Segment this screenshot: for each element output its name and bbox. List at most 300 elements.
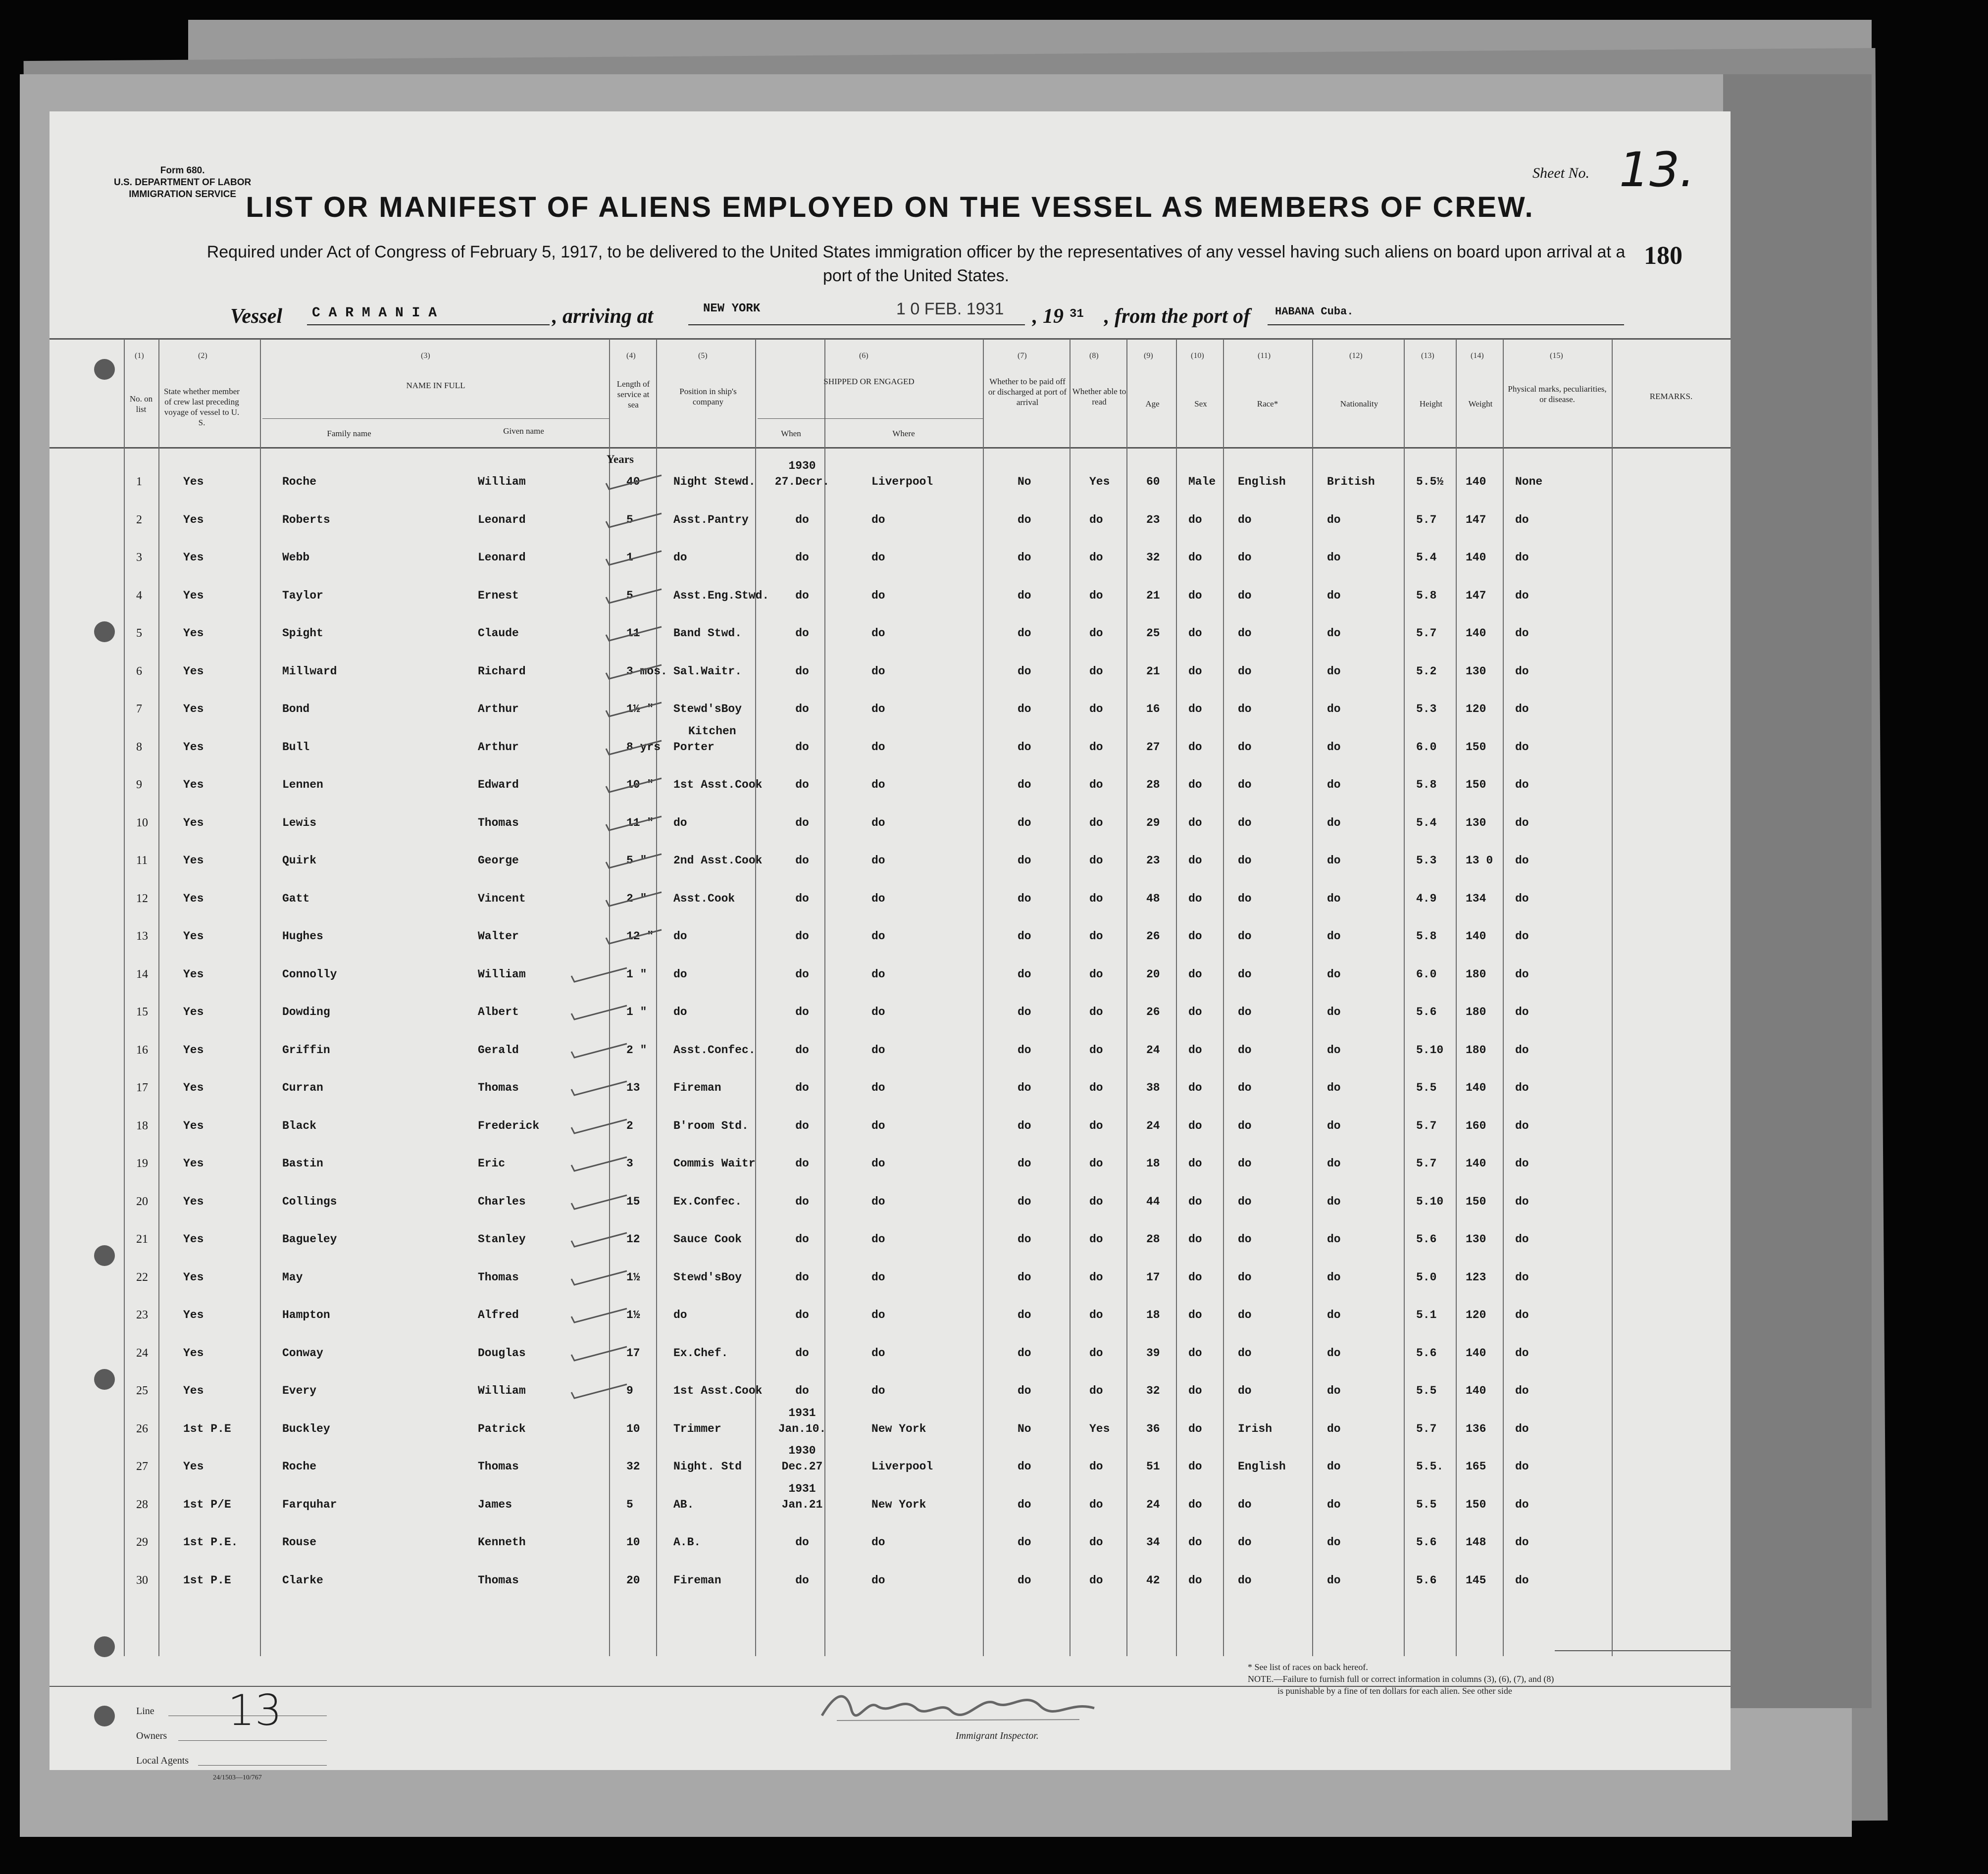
check-mark bbox=[569, 1004, 604, 1020]
given-name: George bbox=[478, 854, 519, 867]
able-to-read: do bbox=[1089, 1270, 1103, 1284]
row-number: 16 bbox=[136, 1043, 148, 1057]
physical-marks: do bbox=[1515, 703, 1529, 715]
header-weight: Weight bbox=[1468, 399, 1493, 408]
inspector-signature bbox=[817, 1681, 1104, 1735]
length-of-service: 2 " bbox=[626, 892, 647, 905]
able-to-read: do bbox=[1089, 551, 1103, 564]
shipped-when: do bbox=[795, 703, 809, 715]
nationality: do bbox=[1327, 930, 1341, 943]
given-name: Frederick bbox=[478, 1119, 540, 1132]
family-name: Hughes bbox=[282, 930, 323, 943]
row-number: 30 bbox=[136, 1573, 148, 1587]
race: do bbox=[1238, 1498, 1252, 1511]
shipped-where: Liverpool bbox=[871, 1460, 933, 1473]
length-of-service: 5 bbox=[626, 589, 633, 602]
race: do bbox=[1238, 1270, 1252, 1284]
header-nationality: Nationality bbox=[1340, 399, 1378, 408]
state-cell: 1st P.E bbox=[183, 1422, 231, 1435]
length-of-service: 10 bbox=[626, 1536, 640, 1549]
shipped-where: do bbox=[871, 1536, 885, 1549]
shipped-when: 27.Decr. bbox=[774, 475, 830, 488]
check-mark bbox=[604, 587, 639, 604]
check-mark bbox=[569, 1345, 604, 1362]
given-name: Charles bbox=[478, 1195, 526, 1208]
header-where: Where bbox=[892, 429, 915, 438]
position: do bbox=[673, 1309, 687, 1321]
sex: do bbox=[1188, 1081, 1202, 1094]
state-cell: Yes bbox=[183, 1157, 204, 1170]
able-to-read: do bbox=[1089, 967, 1103, 981]
family-name: Dowding bbox=[282, 1006, 330, 1018]
row-number: 15 bbox=[136, 1006, 148, 1018]
physical-marks: do bbox=[1515, 1043, 1529, 1057]
underline bbox=[1268, 324, 1624, 325]
nationality: do bbox=[1327, 589, 1341, 602]
physical-marks: do bbox=[1515, 1195, 1529, 1208]
weight: 140 bbox=[1466, 1081, 1486, 1094]
shipped-where: Liverpool bbox=[871, 475, 933, 488]
paid-off: do bbox=[1018, 1460, 1031, 1473]
year-value: 31 bbox=[1070, 307, 1084, 321]
nationality: do bbox=[1327, 1233, 1341, 1246]
length-of-service: 40 bbox=[626, 475, 640, 488]
weight: 134 bbox=[1466, 892, 1486, 905]
shipped-where: do bbox=[871, 1309, 885, 1321]
shipped-where: do bbox=[871, 1157, 885, 1170]
age: 42 bbox=[1146, 1573, 1160, 1587]
family-name: Curran bbox=[282, 1081, 323, 1094]
nationality: do bbox=[1327, 1460, 1341, 1473]
stamp-number: 180 bbox=[1644, 242, 1682, 270]
given-name: Patrick bbox=[478, 1422, 526, 1435]
header-read: Whether able to read bbox=[1072, 387, 1126, 406]
column-number: (3) bbox=[421, 352, 430, 360]
sex: do bbox=[1188, 551, 1202, 564]
physical-marks: do bbox=[1515, 1536, 1529, 1549]
weight: 150 bbox=[1466, 1498, 1486, 1511]
weight: 140 bbox=[1466, 1346, 1486, 1360]
paid-off: do bbox=[1018, 664, 1031, 678]
weight: 136 bbox=[1466, 1422, 1486, 1435]
header-family: Family name bbox=[327, 429, 371, 438]
physical-marks: do bbox=[1515, 664, 1529, 678]
check-mark bbox=[604, 511, 639, 528]
age: 23 bbox=[1146, 854, 1160, 867]
header-bottom-rule bbox=[50, 447, 1731, 449]
sex: do bbox=[1188, 1233, 1202, 1246]
row-number: 2 bbox=[136, 513, 142, 526]
length-of-service: 12 " bbox=[626, 930, 654, 943]
physical-marks: do bbox=[1515, 930, 1529, 943]
physical-marks: do bbox=[1515, 1309, 1529, 1321]
physical-marks: do bbox=[1515, 1573, 1529, 1587]
shipped-where: do bbox=[871, 1233, 885, 1246]
column-number: (11) bbox=[1258, 352, 1271, 360]
height: 5.4 bbox=[1416, 816, 1437, 829]
given-name: Arthur bbox=[478, 703, 519, 715]
row-number: 23 bbox=[136, 1309, 148, 1321]
family-name: Black bbox=[282, 1119, 317, 1132]
height: 5.4 bbox=[1416, 551, 1437, 564]
shipped-when: do bbox=[795, 967, 809, 981]
family-name: Every bbox=[282, 1384, 317, 1397]
able-to-read: do bbox=[1089, 1460, 1103, 1473]
state-cell: Yes bbox=[183, 854, 204, 867]
shipped-where: do bbox=[871, 892, 885, 905]
paid-off: do bbox=[1018, 1309, 1031, 1321]
age: 26 bbox=[1146, 1006, 1160, 1018]
given-name: William bbox=[478, 1384, 526, 1397]
check-mark bbox=[569, 1155, 604, 1172]
able-to-read: do bbox=[1089, 1006, 1103, 1018]
given-name: Thomas bbox=[478, 1460, 519, 1473]
vessel-name: C A R M A N I A bbox=[312, 305, 437, 321]
column-number: (8) bbox=[1089, 352, 1099, 360]
punch-hole bbox=[94, 1245, 115, 1266]
given-name: Eric bbox=[478, 1157, 506, 1170]
shipped-when: do bbox=[795, 930, 809, 943]
shipped-when: do bbox=[795, 551, 809, 564]
shipped-when: do bbox=[795, 778, 809, 791]
shipped-year: 1931 bbox=[788, 1482, 816, 1495]
sex: do bbox=[1188, 627, 1202, 640]
department-name: U.S. DEPARTMENT OF LABOR bbox=[114, 177, 252, 188]
shipped-when: do bbox=[795, 1006, 809, 1018]
column-rule bbox=[1223, 339, 1224, 1656]
shipped-year: 1930 bbox=[788, 1444, 816, 1457]
able-to-read: do bbox=[1089, 892, 1103, 905]
row-number: 22 bbox=[136, 1270, 148, 1284]
family-name: Conway bbox=[282, 1346, 323, 1360]
nationality: do bbox=[1327, 1536, 1341, 1549]
column-number: (13) bbox=[1421, 352, 1434, 360]
physical-marks: do bbox=[1515, 1460, 1529, 1473]
position: 1st Asst.Cook bbox=[673, 778, 763, 791]
shipped-where: do bbox=[871, 1346, 885, 1360]
sex: do bbox=[1188, 1573, 1202, 1587]
length-of-service: 1½ bbox=[626, 1270, 640, 1284]
length-of-service: 1½ bbox=[626, 1309, 640, 1321]
position: Band Stwd. bbox=[673, 627, 742, 640]
age: 34 bbox=[1146, 1536, 1160, 1549]
sex: do bbox=[1188, 703, 1202, 715]
weight: 140 bbox=[1466, 1384, 1486, 1397]
position: Commis Waitr bbox=[673, 1157, 756, 1170]
age: 16 bbox=[1146, 703, 1160, 715]
check-mark bbox=[604, 776, 639, 793]
shipped-when: do bbox=[795, 740, 809, 754]
paid-off: do bbox=[1018, 1498, 1031, 1511]
paid-off: do bbox=[1018, 778, 1031, 791]
paid-off: do bbox=[1018, 1536, 1031, 1549]
age: 38 bbox=[1146, 1081, 1160, 1094]
weight: 180 bbox=[1466, 1006, 1486, 1018]
physical-marks: do bbox=[1515, 1422, 1529, 1435]
column-rule bbox=[1176, 339, 1177, 1656]
sex: do bbox=[1188, 1498, 1202, 1511]
underline bbox=[688, 324, 1025, 325]
shipped-when: Dec.27 bbox=[781, 1460, 823, 1473]
given-name: Vincent bbox=[478, 892, 526, 905]
check-mark bbox=[604, 890, 639, 907]
sex: do bbox=[1188, 1270, 1202, 1284]
length-of-service: 17 bbox=[626, 1346, 640, 1360]
given-name: James bbox=[478, 1498, 512, 1511]
race: do bbox=[1238, 854, 1252, 867]
sex: do bbox=[1188, 1157, 1202, 1170]
length-of-service: 3 bbox=[626, 1157, 633, 1170]
position-line-1: Kitchen bbox=[688, 724, 736, 738]
state-cell: 1st P.E. bbox=[183, 1536, 238, 1549]
header-shipped: SHIPPED OR ENGAGED bbox=[823, 377, 915, 386]
paid-off: do bbox=[1018, 740, 1031, 754]
shipped-where: do bbox=[871, 703, 885, 715]
height: 5.6 bbox=[1416, 1536, 1437, 1549]
sheet-number: 13. bbox=[1619, 142, 1695, 198]
nationality: do bbox=[1327, 854, 1341, 867]
race: English bbox=[1238, 1460, 1286, 1473]
physical-marks: do bbox=[1515, 551, 1529, 564]
date-stamp: 1 0 FEB. 1931 bbox=[896, 300, 1004, 318]
sex: do bbox=[1188, 1119, 1202, 1132]
punch-hole bbox=[94, 1706, 115, 1726]
paid-off: do bbox=[1018, 1043, 1031, 1057]
length-of-service: 1 " bbox=[626, 967, 647, 981]
form-number: Form 680. bbox=[160, 165, 205, 176]
given-name: William bbox=[478, 967, 526, 981]
paid-off: do bbox=[1018, 1006, 1031, 1018]
required-text: Required under Act of Congress of February 5, 1917, to be delivered to the United States immigration officer by the representatives of any vessel having such aliens on board upon arrival at a port of the United States. bbox=[206, 243, 1626, 285]
shipped-where: do bbox=[871, 967, 885, 981]
physical-marks: do bbox=[1515, 589, 1529, 602]
height: 5.5½ bbox=[1416, 475, 1444, 488]
age: 21 bbox=[1146, 589, 1160, 602]
age: 23 bbox=[1146, 513, 1160, 526]
sex: do bbox=[1188, 1536, 1202, 1549]
physical-marks: do bbox=[1515, 778, 1529, 791]
height: 5.5 bbox=[1416, 1081, 1437, 1094]
nationality: do bbox=[1327, 1384, 1341, 1397]
age: 21 bbox=[1146, 664, 1160, 678]
weight: 130 bbox=[1466, 664, 1486, 678]
family-name: Lewis bbox=[282, 816, 317, 829]
length-of-service: 10 bbox=[626, 1422, 640, 1435]
nationality: do bbox=[1327, 1157, 1341, 1170]
column-number: (7) bbox=[1018, 352, 1027, 360]
age: 17 bbox=[1146, 1270, 1160, 1284]
handwritten-number: 13 bbox=[228, 1686, 282, 1735]
row-number: 20 bbox=[136, 1195, 148, 1208]
race: do bbox=[1238, 1195, 1252, 1208]
position: 1st Asst.Cook bbox=[673, 1384, 763, 1397]
row-number: 5 bbox=[136, 627, 142, 640]
sex: do bbox=[1188, 967, 1202, 981]
physical-marks: do bbox=[1515, 967, 1529, 981]
shipped-when: do bbox=[795, 1346, 809, 1360]
age: 60 bbox=[1146, 475, 1160, 488]
age: 20 bbox=[1146, 967, 1160, 981]
paid-off: do bbox=[1018, 1573, 1031, 1587]
given-name: Alfred bbox=[478, 1309, 519, 1321]
physical-marks: None bbox=[1515, 475, 1543, 488]
able-to-read: do bbox=[1089, 740, 1103, 754]
from-port: HABANA Cuba. bbox=[1275, 305, 1354, 318]
race: do bbox=[1238, 1157, 1252, 1170]
paid-off: No bbox=[1018, 1422, 1031, 1435]
line-label: Line bbox=[136, 1706, 154, 1717]
shipped-when: do bbox=[795, 1309, 809, 1321]
able-to-read: Yes bbox=[1089, 1422, 1110, 1435]
race: do bbox=[1238, 1384, 1252, 1397]
length-of-service: 3 mos. bbox=[626, 664, 667, 678]
race: do bbox=[1238, 551, 1252, 564]
column-rule bbox=[656, 339, 657, 1656]
nationality: do bbox=[1327, 551, 1341, 564]
vessel-label: Vessel bbox=[230, 305, 282, 328]
race: do bbox=[1238, 816, 1252, 829]
able-to-read: do bbox=[1089, 1536, 1103, 1549]
check-mark bbox=[604, 852, 639, 869]
weight: 120 bbox=[1466, 703, 1486, 715]
weight: 140 bbox=[1466, 475, 1486, 488]
footnote-races: * See list of races on back hereof. bbox=[1248, 1662, 1368, 1672]
family-name: Buckley bbox=[282, 1422, 330, 1435]
able-to-read: do bbox=[1089, 816, 1103, 829]
check-mark bbox=[604, 701, 639, 717]
able-to-read: do bbox=[1089, 930, 1103, 943]
able-to-read: do bbox=[1089, 778, 1103, 791]
state-cell: Yes bbox=[183, 627, 204, 640]
shipped-year: 1930 bbox=[788, 459, 816, 472]
height: 4.9 bbox=[1416, 892, 1437, 905]
check-mark bbox=[604, 739, 639, 756]
length-of-service: 2 bbox=[626, 1119, 633, 1132]
row-number: 13 bbox=[136, 930, 148, 943]
race: do bbox=[1238, 627, 1252, 640]
height: 5.7 bbox=[1416, 1157, 1437, 1170]
weight: 180 bbox=[1466, 1043, 1486, 1057]
shipped-where: do bbox=[871, 778, 885, 791]
weight: 140 bbox=[1466, 551, 1486, 564]
header-position: Position in ship's company bbox=[679, 387, 737, 406]
subheader-rule bbox=[262, 418, 609, 419]
weight: 123 bbox=[1466, 1270, 1486, 1284]
paid-off: do bbox=[1018, 1119, 1031, 1132]
state-cell: Yes bbox=[183, 1119, 204, 1132]
sex: do bbox=[1188, 664, 1202, 678]
height: 5.1 bbox=[1416, 1309, 1437, 1321]
weight: 120 bbox=[1466, 1309, 1486, 1321]
column-rule bbox=[755, 339, 756, 1656]
race: English bbox=[1238, 475, 1286, 488]
age: 29 bbox=[1146, 816, 1160, 829]
physical-marks: do bbox=[1515, 627, 1529, 640]
header-name-in-full: NAME IN FULL bbox=[406, 381, 465, 390]
shipped-when: Jan.10. bbox=[778, 1422, 826, 1435]
weight: 160 bbox=[1466, 1119, 1486, 1132]
able-to-read: do bbox=[1089, 1043, 1103, 1057]
height: 5.6 bbox=[1416, 1233, 1437, 1246]
header-paid: Whether to be paid off or discharged at port of arrival bbox=[988, 377, 1067, 407]
height: 5.7 bbox=[1416, 1422, 1437, 1435]
physical-marks: do bbox=[1515, 1270, 1529, 1284]
shipped-where: do bbox=[871, 1573, 885, 1587]
nationality: do bbox=[1327, 892, 1341, 905]
nationality: do bbox=[1327, 1270, 1341, 1284]
height: 5.7 bbox=[1416, 1119, 1437, 1132]
given-name: Edward bbox=[478, 778, 519, 791]
state-cell: Yes bbox=[183, 892, 204, 905]
age: 26 bbox=[1146, 930, 1160, 943]
weight: 165 bbox=[1466, 1460, 1486, 1473]
sex: do bbox=[1188, 1422, 1202, 1435]
given-name: Walter bbox=[478, 930, 519, 943]
height: 5.8 bbox=[1416, 589, 1437, 602]
weight: 145 bbox=[1466, 1573, 1486, 1587]
sex: Male bbox=[1188, 475, 1216, 488]
weight: 140 bbox=[1466, 1157, 1486, 1170]
weight: 130 bbox=[1466, 1233, 1486, 1246]
age: 39 bbox=[1146, 1346, 1160, 1360]
family-name: Bond bbox=[282, 703, 310, 715]
row-number: 8 bbox=[136, 740, 142, 754]
shipped-when: do bbox=[795, 816, 809, 829]
given-name: Leonard bbox=[478, 513, 526, 526]
height: 5.3 bbox=[1416, 854, 1437, 867]
family-name: Bagueley bbox=[282, 1233, 337, 1246]
weight: 147 bbox=[1466, 513, 1486, 526]
row-number: 29 bbox=[136, 1536, 148, 1549]
length-of-service: 11 bbox=[626, 627, 640, 640]
family-name: Bull bbox=[282, 740, 310, 754]
weight: 150 bbox=[1466, 778, 1486, 791]
given-name: Gerald bbox=[478, 1043, 519, 1057]
position: A.B. bbox=[673, 1536, 701, 1549]
able-to-read: do bbox=[1089, 854, 1103, 867]
state-cell: Yes bbox=[183, 589, 204, 602]
physical-marks: do bbox=[1515, 1498, 1529, 1511]
position: Asst.Cook bbox=[673, 892, 735, 905]
race: do bbox=[1238, 1346, 1252, 1360]
physical-marks: do bbox=[1515, 1119, 1529, 1132]
sheet-label: Sheet No. bbox=[1532, 165, 1589, 181]
physical-marks: do bbox=[1515, 854, 1529, 867]
header-marks: Physical marks, peculiarities, or disease. bbox=[1508, 384, 1607, 404]
shipped-year: 1931 bbox=[788, 1406, 816, 1419]
height: 5.8 bbox=[1416, 930, 1437, 943]
weight: 130 bbox=[1466, 816, 1486, 829]
shipped-when: do bbox=[795, 1233, 809, 1246]
length-of-service: 5 " bbox=[626, 854, 647, 867]
state-cell: Yes bbox=[183, 1270, 204, 1284]
shipped-when: do bbox=[795, 1573, 809, 1587]
column-number: (4) bbox=[626, 352, 636, 360]
paid-off: do bbox=[1018, 1081, 1031, 1094]
weight: 147 bbox=[1466, 589, 1486, 602]
length-of-service: 11 " bbox=[626, 816, 654, 829]
print-code: 24/1503—10/767 bbox=[213, 1774, 262, 1781]
family-name: Bastin bbox=[282, 1157, 323, 1170]
able-to-read: do bbox=[1089, 1309, 1103, 1321]
able-to-read: do bbox=[1089, 513, 1103, 526]
nationality: do bbox=[1327, 703, 1341, 715]
nationality: do bbox=[1327, 1573, 1341, 1587]
race: do bbox=[1238, 1081, 1252, 1094]
race: do bbox=[1238, 778, 1252, 791]
position: Night Stewd. bbox=[673, 475, 756, 488]
given-name: Richard bbox=[478, 664, 526, 678]
